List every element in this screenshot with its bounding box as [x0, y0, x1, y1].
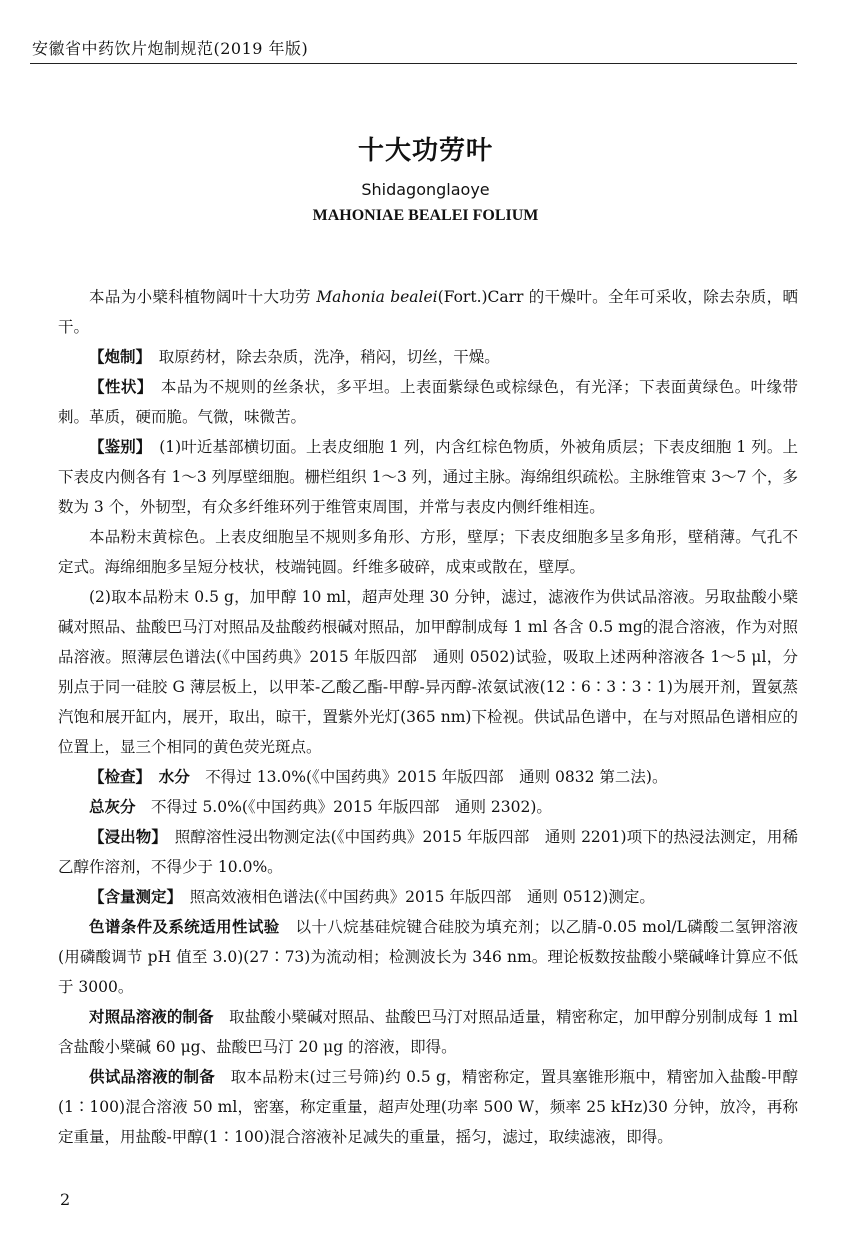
hanliang-text: 照高效液相色谱法(《中国药典》2015 年版四部 通则 0512)测定。 — [174, 888, 655, 906]
reference-solution — [58, 1002, 798, 1062]
xingzhuang-label: 【性状】 — [89, 378, 145, 396]
species-name: Mahonia bealei — [316, 288, 438, 306]
monograph-latin-name: MAHONIAE BEALEI FOLIUM — [312, 207, 539, 224]
paozhi-text: 取原药材，除去杂质，洗净，稍闷，切丝，干燥。 — [143, 348, 500, 366]
running-header: 安徽省中药饮片炮制规范(2019 年版) — [32, 39, 309, 58]
chromatography-conditions — [58, 912, 798, 1002]
ash-paragraph — [58, 792, 798, 822]
jiancha-label: 【检查】 — [89, 768, 144, 786]
intro-text-2: (Fort.)Carr 的干燥叶。全年可采收，除去杂质，晒干。 — [58, 288, 798, 336]
test-solution — [58, 1062, 798, 1152]
moisture-text: 不得过 13.0%(《中国药典》2015 年版四部 通则 0832 第二法)。 — [189, 768, 668, 786]
jinchuwu-text: 照醇溶性浸出物测定法(《中国药典》2015 年版四部 通则 2201)项下的热浸法测定，用稀乙醇作溶剂，不得少于 10.0%。 — [58, 828, 798, 876]
xingzhuang-text: 本品为不规则的丝条状，多平坦。上表面紫绿色或棕绿色，有光泽；下表面黄绿色。叶缘带刺。革质，硬而脆。气微，味微苦。 — [58, 378, 798, 426]
jianbie-label: 【鉴别】 — [89, 438, 144, 456]
jianbie-text-1: (1)叶近基部横切面。上表皮细胞 1 列，内含红棕色物质，外被角质层；下表皮细胞 1 列。上下表皮内侧各有 1～3 列厚壁细胞。栅栏组织 1～3 列，通过主脉。海绵组织疏松。主脉维管束 3～7 个，多数为 3 个，外韧型，有众多纤维环列于维管束周围，并常与表皮内侧纤维相连。 — [58, 438, 798, 516]
ash-label: 总灰分 — [89, 798, 136, 816]
conditions-label: 色谱条件及系统适用性试验 — [89, 918, 280, 936]
paozhi-label: 【炮制】 — [89, 348, 144, 366]
jianbie-paragraph-3: (2)取本品粉末 0.5 g，加甲醇 10 ml，超声处理 30 分钟，滤过，滤液作为供试品溶液。另取盐酸小檗碱对照品、盐酸巴马汀对照品及盐酸药根碱对照品，加甲醇制成每 1 ml 各含 0.5 mg的混合溶液，作为对照品溶液。照薄层色谱法(《中国药典》2015 年版四部 通则 0502)试验，吸取上述两种溶液各 1～5 μl，分别点于同一硅胶 G 薄层板上，以甲苯-乙酸乙酯-甲醇-异丙醇-浓氨试液(12∶6∶3∶3∶1)为展开剂，置氨蒸汽饱和展开缸内，展开，取出，晾干，置紫外光灯(365 nm)下检视。供试品色谱中，在与对照品色谱相应的位置上，显三个相同的黄色荧光斑点。 — [58, 588, 798, 756]
xingzhuang-section — [58, 372, 798, 432]
monograph-body — [58, 282, 798, 1152]
reference-label: 对照品溶液的制备 — [89, 1008, 214, 1026]
jinchuwu-label: 【浸出物】 — [89, 828, 160, 846]
ash-text: 不得过 5.0%(《中国药典》2015 年版四部 通则 2302)。 — [135, 798, 552, 816]
conditions-text: 以十八烷基硅烷键合硅胶为填充剂；以乙腈-0.05 mol/L磷酸二氢钾溶液(用磷酸调节 pH 值至 3.0)(27∶73)为流动相；检测波长为 346 nm。理论板数按盐酸小檗碱峰计算应不低于 3000。 — [58, 918, 798, 996]
hanliang-label: 【含量测定】 — [89, 888, 175, 906]
jiancha-section — [58, 762, 798, 792]
page-number: 2 — [60, 1190, 71, 1209]
monograph-pinyin: Shidagonglaoye — [361, 180, 490, 199]
reference-text: 取盐酸小檗碱对照品、盐酸巴马汀对照品适量，精密称定，加甲醇分别制成每 1 ml 含盐酸小檗碱 60 μg、盐酸巴马汀 20 μg 的溶液，即得。 — [58, 1008, 798, 1056]
header-rule — [30, 63, 797, 64]
jianbie-section — [58, 432, 798, 522]
paozhi-section — [58, 342, 798, 372]
intro-text: 本品为小檗科植物阔叶十大功劳 — [89, 288, 317, 306]
test-text: 取本品粉末(过三号筛)约 0.5 g，精密称定，置具塞锥形瓶中，精密加入盐酸-甲醇(1∶100)混合溶液 50 ml，密塞，称定重量，超声处理(功率 500 W，频率 25 kHz)30 分钟，放冷，再称定重量，用盐酸-甲醇(1∶100)混合溶液补足减失的重量，摇匀，滤过，取续滤液，即得。 — [58, 1068, 798, 1146]
hanliang-section — [58, 882, 798, 912]
test-label: 供试品溶液的制备 — [89, 1068, 216, 1086]
intro-paragraph — [58, 282, 798, 342]
monograph-title: 十大功劳叶 — [357, 136, 493, 166]
jinchuwu-section — [58, 822, 798, 882]
moisture-label: 水分 — [143, 768, 190, 786]
jianbie-paragraph-2: 本品粉末黄棕色。上表皮细胞呈不规则多角形、方形，壁厚；下表皮细胞多呈多角形，壁稍薄。气孔不定式。海绵细胞多呈短分枝状，枝端钝圆。纤维多破碎，成束或散在，壁厚。 — [58, 528, 798, 576]
